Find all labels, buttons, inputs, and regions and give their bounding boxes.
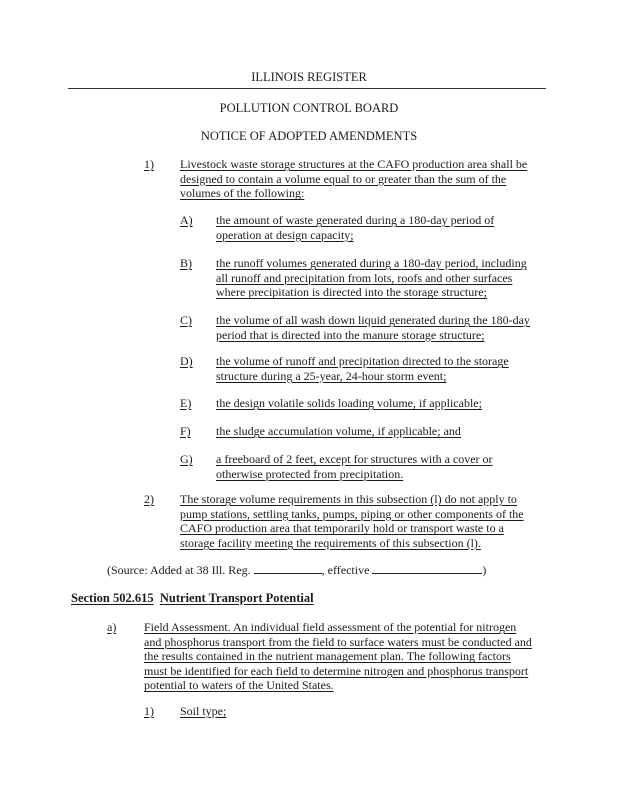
item-2-line: storage facility meeting the requirements of this subsection (l). — [180, 535, 481, 550]
item-a-line: must be identified for each field to determine nitrogen and phosphorus transport — [144, 663, 529, 678]
item-1-line: Livestock waste storage structures at the CAFO production area shall be — [180, 157, 528, 171]
item-a-line: Field Assessment. An individual field assessment of the potential for nitrogen — [144, 620, 517, 634]
item-2-line: CAFO production area that temporarily hold or transport waste to a — [180, 521, 504, 536]
subitem-b-text — [216, 256, 527, 300]
subitem-f-number: F) — [180, 424, 191, 438]
subitem-c-text — [216, 313, 530, 342]
subitem-d-text — [216, 354, 509, 383]
subitem-e-text — [216, 396, 482, 411]
subitem-line: the sludge accumulation volume, if applicable; and — [216, 424, 461, 438]
subitem-e-number: E) — [180, 396, 192, 410]
source-middle: , effective — [321, 563, 370, 577]
subitem-a-number: A) — [180, 213, 193, 227]
subitem-line: all runoff and precipitation from lots, roofs and other surfaces — [216, 270, 513, 285]
item-1-line: volumes of the following: — [180, 186, 305, 201]
subitem-line: a freeboard of 2 feet, except for structures with a cover or — [216, 452, 493, 466]
subitem-b-number: B) — [180, 256, 192, 270]
item-a-line: the results contained in the nutrient management plan. The following factors — [144, 649, 511, 664]
subitem-line: structure during a 25-year, 24-hour storm event; — [216, 368, 447, 383]
item-1-text — [180, 157, 527, 201]
subitem-line: period that is directed into the manure storage structure; — [216, 327, 485, 342]
subitem-f-text — [216, 424, 461, 439]
subitem-line: where precipitation is directed into the storage structure; — [216, 285, 487, 300]
board-title: POLLUTION CONTROL BOARD — [219, 101, 399, 115]
subitem-line: the runoff volumes generated during a 180-day period, including — [216, 256, 527, 270]
subitem-line: the design volatile solids loading volume, if applicable; — [216, 396, 482, 410]
subitem-line: operation at design capacity; — [216, 227, 354, 242]
item-a-text — [144, 620, 532, 693]
register-blank — [254, 563, 322, 574]
item-2-number: 2) — [144, 492, 154, 506]
section-heading — [71, 591, 314, 606]
item-a-line: and phosphorus transport from the field to surface waters must be conducted and — [144, 634, 532, 649]
item-a1-number: 1) — [144, 704, 154, 718]
item-a1-text: Soil type; — [180, 704, 227, 718]
source-note — [107, 563, 486, 578]
item-2-text — [180, 492, 524, 550]
subitem-g-text — [216, 452, 493, 481]
effective-date-blank — [372, 563, 482, 574]
subitem-d-number: D) — [180, 354, 193, 368]
notice-title: NOTICE OF ADOPTED AMENDMENTS — [200, 129, 418, 143]
item-1-number: 1) — [144, 157, 154, 171]
item-2-line: The storage volume requirements in this subsection (l) do not apply to — [180, 492, 517, 506]
subitem-a-text — [216, 213, 494, 242]
subitem-line: otherwise protected from precipitation. — [216, 466, 404, 481]
source-prefix: (Source: Added at 38 Ill. Reg. — [107, 563, 251, 577]
register-title: ILLINOIS REGISTER — [251, 70, 367, 84]
item-2-line: pump stations, settling tanks, pumps, piping or other components of the — [180, 506, 524, 521]
subitem-line: the amount of waste generated during a 180-day period of — [216, 213, 495, 227]
subitem-c-number: C) — [180, 313, 192, 327]
subitem-g-number: G) — [180, 452, 193, 466]
item-a-line: potential to waters of the United States. — [144, 678, 334, 693]
subitem-line: the volume of all wash down liquid generated during the 180-day — [216, 313, 530, 327]
item-a-number: a) — [107, 620, 117, 634]
source-suffix: ) — [482, 563, 487, 577]
section-number: Section 502.615 — [71, 591, 154, 605]
header-rule — [68, 88, 546, 89]
section-title: Nutrient Transport Potential — [159, 591, 314, 605]
item-1-line: designed to contain a volume equal to or greater than the sum of the — [180, 171, 507, 186]
subitem-line: the volume of runoff and precipitation directed to the storage — [216, 354, 509, 368]
